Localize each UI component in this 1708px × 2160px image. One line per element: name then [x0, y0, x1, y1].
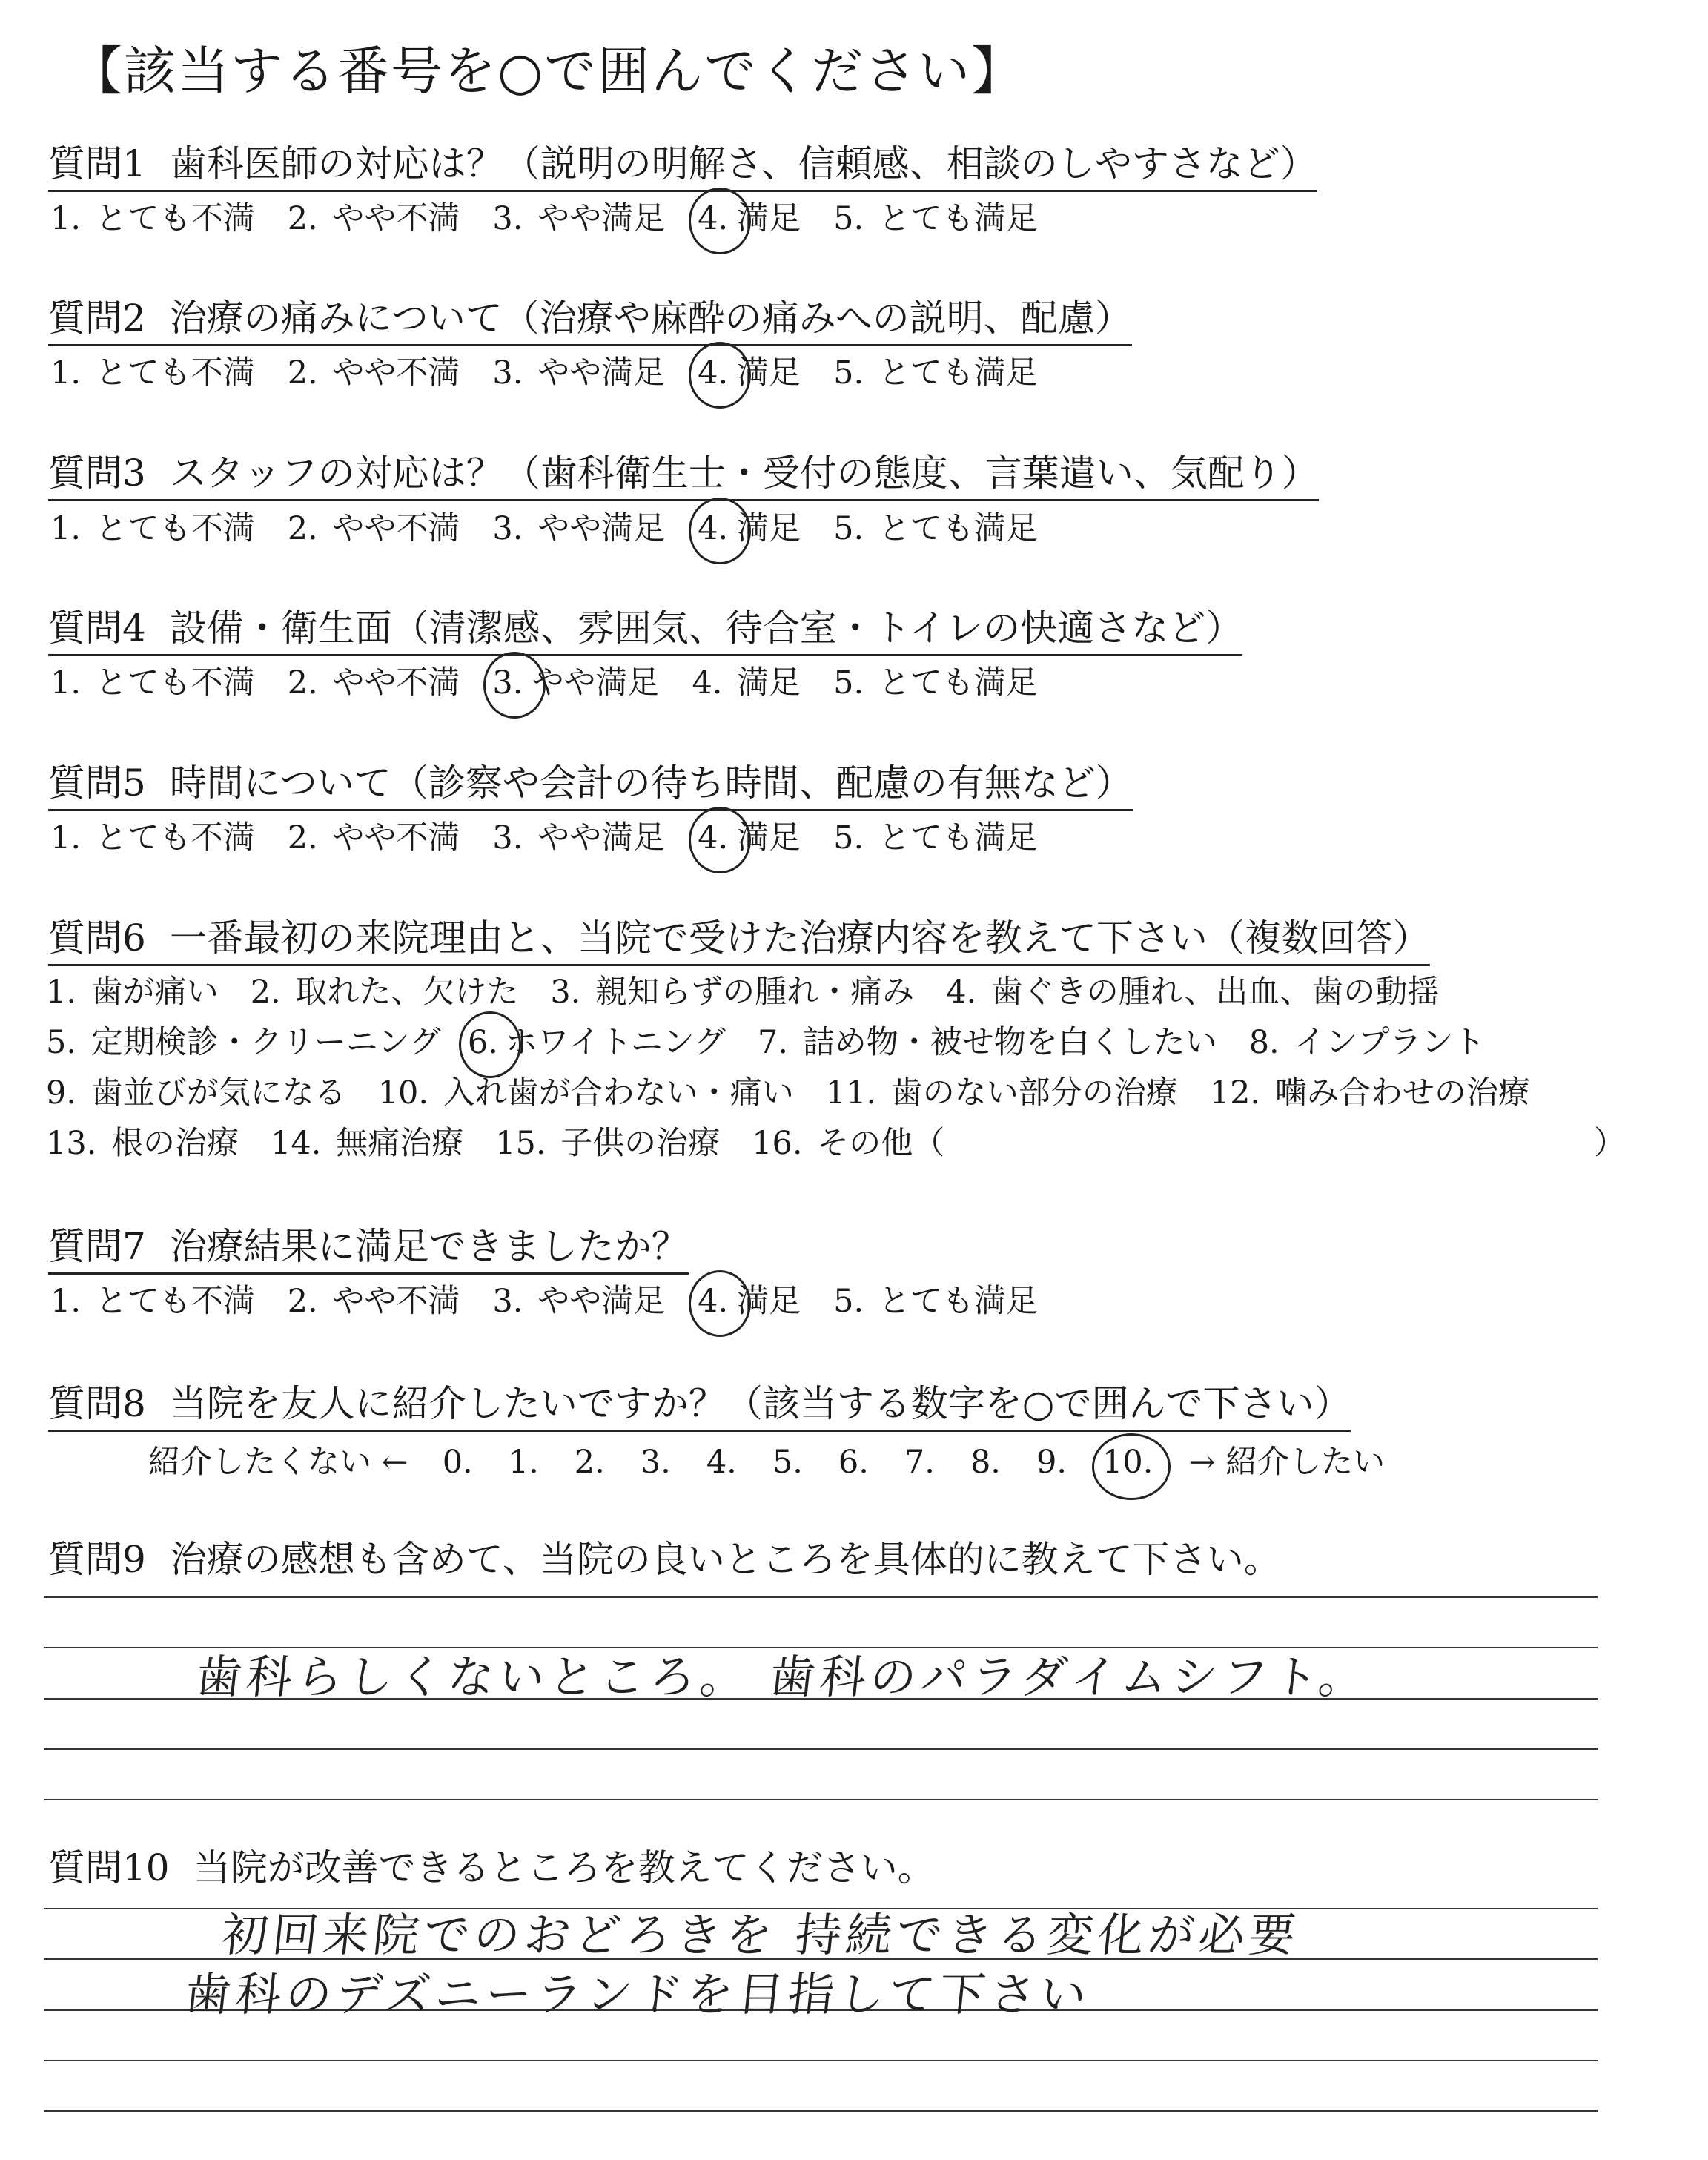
question-4-title	[48, 605, 1242, 656]
question-text: 設備・衛生面（清潔感、雰囲気、待合室・トイレの快適さなど）	[169, 607, 1243, 650]
question-text: 当院を友人に紹介したいですか？（該当する数字を○で囲んで下さい）	[169, 1382, 1351, 1425]
question-text: 治療の感想も含めて、当院の良いところを具体的に教えて下さい。	[169, 1538, 1281, 1581]
option-1[interactable]: 1. とても不満	[50, 1283, 255, 1320]
option-4-selected[interactable]: 4.	[698, 198, 728, 240]
option-2[interactable]: 2. やや不満	[287, 1283, 460, 1320]
option-4-selected[interactable]: 4.	[698, 1281, 728, 1322]
option-4-label: 満足	[737, 819, 801, 856]
option-4-label: 満足	[737, 200, 801, 237]
question-number: 質問5	[48, 762, 146, 805]
recommend-scale	[148, 1437, 1385, 1482]
answer-line	[44, 2110, 1598, 2112]
question-text: 時間について（診察や会計の待ち時間、配慮の有無など）	[169, 762, 1133, 805]
option-4-label: 満足	[737, 354, 801, 392]
option-4-selected[interactable]: 4.	[698, 352, 728, 394]
option-4-selected[interactable]: 4.	[698, 508, 728, 549]
option-1[interactable]: 1. とても不満	[50, 664, 255, 701]
question-3-title	[48, 450, 1319, 501]
question-text: 一番最初の来院理由と、当院で受けた治療内容を教えて下さい（複数回答）	[169, 916, 1430, 960]
answer-line	[44, 1748, 1598, 1750]
question-text: 治療結果に満足できましたか？	[169, 1225, 689, 1268]
scale-left-label: 紹介したくない ←	[148, 1444, 408, 1481]
question-text: 歯科医師の対応は？（説明の明解さ、信頼感、相談のしやすさなど）	[169, 142, 1317, 185]
question-text: 当院が改善できるところを教えてください。	[193, 1846, 935, 1889]
question-6-title	[48, 915, 1430, 966]
question-6-options-line-4	[46, 1123, 944, 1164]
question-text: 治療の痛みについて（治療や麻酔の痛みへの説明、配慮）	[169, 297, 1132, 340]
answer-line	[44, 1596, 1598, 1598]
option-3-label: やや満足	[532, 664, 660, 701]
option-4-label: 満足	[737, 510, 801, 547]
scale-3[interactable]: 3.	[640, 1444, 671, 1481]
question-6-options-line-3[interactable]: 9. 歯並びが気になる 10. 入れ歯が合わない・痛い 11. 歯のない部分の治療 12. 噛み合わせの治療	[46, 1074, 1530, 1112]
scale-1[interactable]: 1.	[508, 1444, 539, 1481]
question-number: 質問4	[48, 607, 146, 650]
answer-line	[44, 1799, 1598, 1800]
option-4[interactable]: 4. 満足	[692, 664, 801, 701]
question-number: 質問9	[48, 1538, 146, 1581]
question-6-options-line-1[interactable]: 1. 歯が痛い 2. 取れた、欠けた 3. 親知らずの腫れ・痛み 4. 歯ぐきの腫れ、出血、歯の動揺	[46, 974, 1440, 1011]
option-3[interactable]: 3. やや満足	[492, 1283, 666, 1320]
q10-handwritten-answer-line-2[interactable]: 歯科のデズニーランドを目指して下さい	[182, 1967, 1093, 2021]
option-4-selected[interactable]: 4.	[698, 817, 728, 859]
question-number: 質問3	[48, 452, 146, 495]
question-number: 質問7	[48, 1225, 146, 1268]
option-5[interactable]: 5. とても満足	[833, 510, 1038, 547]
q9-handwritten-answer[interactable]: 歯科らしくないところ。 歯科のパラダイムシフト。	[193, 1650, 1372, 1704]
scale-0[interactable]: 0.	[442, 1444, 473, 1481]
question-text: スタッフの対応は？（歯科衛生士・受付の態度、言葉遣い、気配り）	[169, 452, 1319, 495]
option-1[interactable]: 1. とても不満	[50, 354, 255, 392]
question-1-title	[48, 141, 1317, 192]
question-6-options-line-2	[46, 1022, 1517, 1063]
option-1[interactable]: 1. とても不満	[50, 510, 255, 547]
question-number: 質問1	[48, 142, 146, 185]
scale-10-selected[interactable]: 10.	[1102, 1444, 1153, 1481]
question-5-title	[48, 760, 1133, 811]
answer-line	[44, 2060, 1598, 2061]
option-3[interactable]: 3. やや満足	[492, 510, 666, 547]
question-8-title	[48, 1381, 1351, 1432]
option-5[interactable]: 5. とても満足	[833, 819, 1038, 856]
options-5[interactable]: 5. 定期検診・クリーニング	[46, 1024, 441, 1061]
option-3[interactable]: 3. やや満足	[492, 819, 666, 856]
option-3-selected[interactable]: 3.	[492, 662, 523, 704]
form-instruction-header: 【該当する番号を○で囲んでください】	[70, 41, 1025, 102]
question-1-options	[50, 198, 1070, 240]
option-1[interactable]: 1. とても不満	[50, 200, 255, 237]
question-number: 質問2	[48, 297, 146, 340]
option-2[interactable]: 2. やや不満	[287, 354, 460, 392]
scale-4[interactable]: 4.	[706, 1444, 737, 1481]
option-6-selected[interactable]: 6.	[468, 1022, 498, 1063]
option-2[interactable]: 2. やや不満	[287, 510, 460, 547]
options-13-to-16[interactable]: 13. 根の治療 14. 無痛治療 15. 子供の治療 16. その他（	[46, 1125, 945, 1162]
question-number: 質問6	[48, 916, 146, 960]
option-2[interactable]: 2. やや不満	[287, 200, 460, 237]
option-5[interactable]: 5. とても満足	[833, 200, 1038, 237]
question-4-options	[50, 662, 1070, 704]
other-close-paren: ）	[1594, 1125, 1626, 1162]
question-2-title	[48, 295, 1132, 346]
option-5[interactable]: 5. とても満足	[833, 1283, 1038, 1320]
scale-2[interactable]: 2.	[574, 1444, 605, 1481]
question-number: 質問10	[48, 1846, 170, 1889]
q10-handwritten-answer-line-1[interactable]: 初回来院でのおどろきを 持続できる変化が必要	[219, 1908, 1303, 1962]
options-6-to-8[interactable]: ホワイトニング 7. 詰め物・被せ物を白くしたい 8. インプラント	[505, 1024, 1486, 1061]
question-7-title	[48, 1223, 689, 1275]
option-3[interactable]: 3. やや満足	[492, 354, 666, 392]
option-5[interactable]: 5. とても満足	[833, 664, 1038, 701]
scale-8[interactable]: 8.	[970, 1444, 1001, 1481]
option-2[interactable]: 2. やや不満	[287, 664, 460, 701]
option-5[interactable]: 5. とても満足	[833, 354, 1038, 392]
option-1[interactable]: 1. とても不満	[50, 819, 255, 856]
question-3-options	[50, 508, 1070, 549]
scale-7[interactable]: 7.	[904, 1444, 935, 1481]
option-4-label: 満足	[737, 1283, 801, 1320]
question-2-options	[50, 352, 1070, 394]
scale-5[interactable]: 5.	[772, 1444, 803, 1481]
scale-right-label: → 紹介したい	[1188, 1444, 1386, 1481]
question-5-options	[50, 817, 1070, 859]
question-7-options	[50, 1281, 1070, 1322]
question-9-title	[48, 1536, 1281, 1582]
scale-9[interactable]: 9.	[1036, 1444, 1068, 1481]
question-10-title	[48, 1845, 935, 1891]
option-2[interactable]: 2. やや不満	[287, 819, 460, 856]
scale-6[interactable]: 6.	[838, 1444, 869, 1481]
option-3[interactable]: 3. やや満足	[492, 200, 666, 237]
question-number: 質問8	[48, 1382, 146, 1425]
